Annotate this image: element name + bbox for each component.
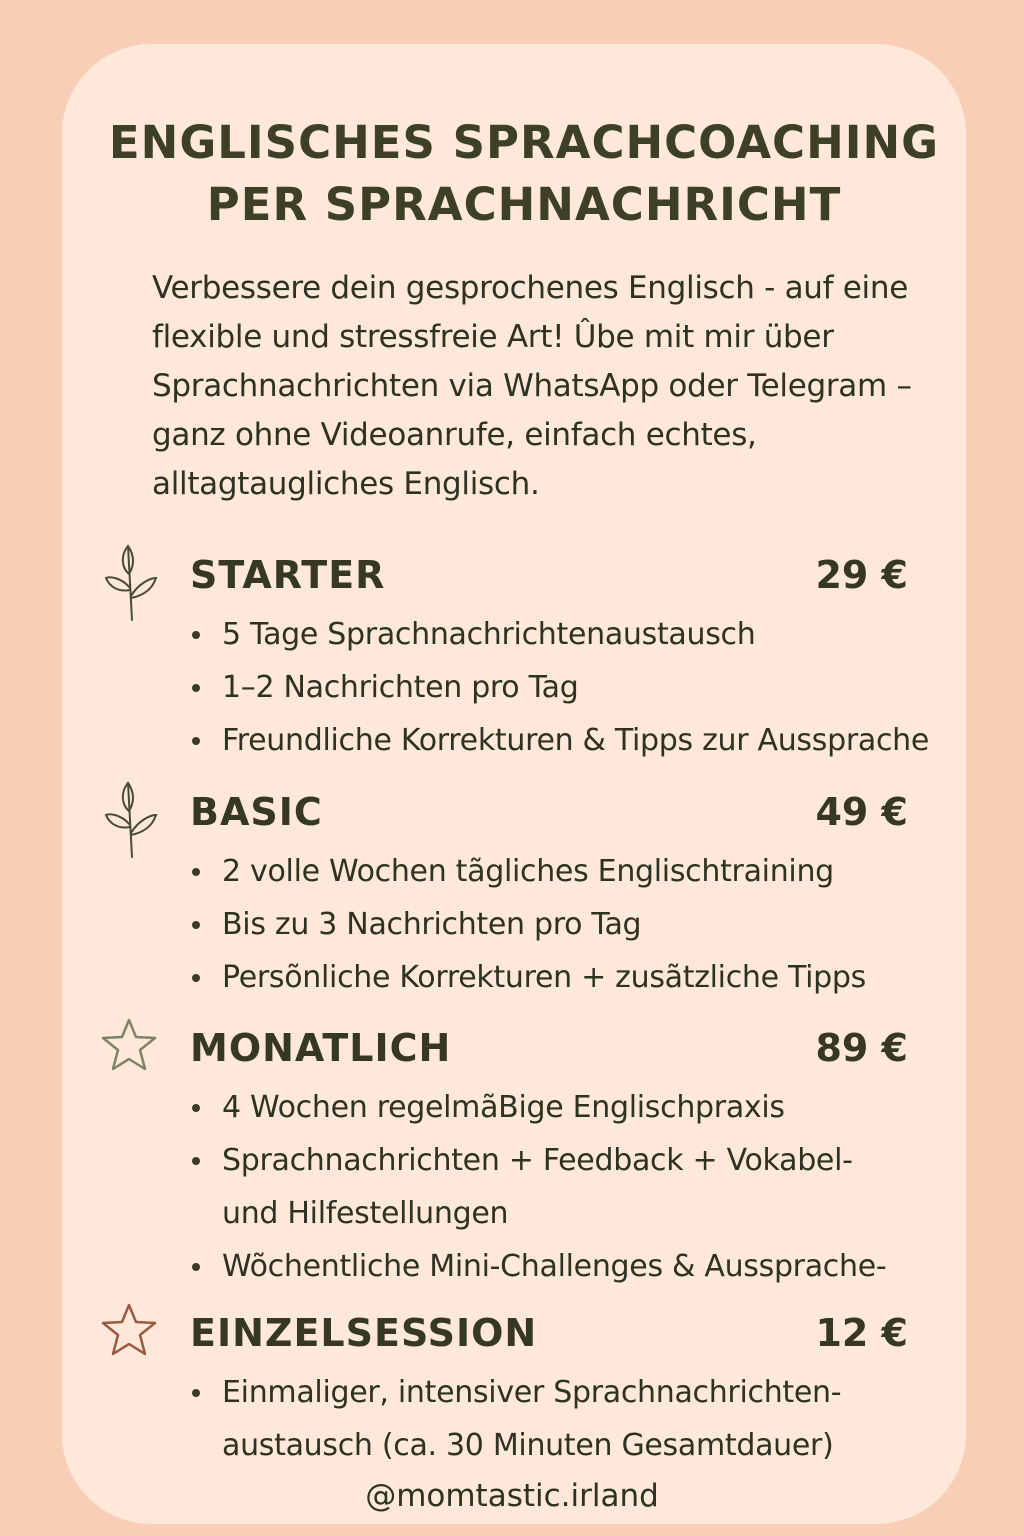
intro-line: alltagtaugliches Englisch. <box>152 466 540 502</box>
plan-price: 89 € <box>815 1026 908 1070</box>
title-line-1: ENGLISCHES SPRACHCOACHING <box>108 116 940 169</box>
feature-list <box>190 608 929 767</box>
list-item: Wõchentliche Mini-Challenges & Aussprache- <box>190 1240 886 1293</box>
page-title <box>62 112 986 236</box>
star-outline-icon <box>100 1017 158 1078</box>
intro-line: Verbessere dein gesprochenes Englisch - auf eine <box>152 270 908 306</box>
plan-name: MONATLICH <box>190 1026 452 1070</box>
leaf-sprig-icon <box>100 540 160 627</box>
intro-line: Sprachnachrichten via WhatsApp oder Telegram – <box>152 368 912 404</box>
feature-list <box>190 845 866 1004</box>
title-line-2: PER SPRACHNACHRICHT <box>206 178 842 231</box>
list-item: Bis zu 3 Nachrichten pro Tag <box>190 898 866 951</box>
plan-name: EINZELSESSION <box>190 1311 538 1355</box>
list-item: Einmaliger, intensiver Sprachnachrichten- austausch (ca. 30 Minuten Gesamtdauer) <box>190 1366 841 1472</box>
feature-list <box>190 1081 886 1293</box>
intro-text <box>152 264 942 509</box>
list-item: 2 volle Wochen tãgliches Englischtraining <box>190 845 866 898</box>
plan-name: STARTER <box>190 553 386 597</box>
social-handle: @momtastic.irland <box>365 1478 659 1514</box>
plan-name: BASIC <box>190 790 323 834</box>
star-outline-icon <box>100 1302 158 1363</box>
list-item: 5 Tage Sprachnachrichtenaustausch <box>190 608 929 661</box>
plan-price: 12 € <box>815 1311 908 1355</box>
list-item: Freundliche Korrekturen & Tipps zur Aussprache <box>190 714 929 767</box>
intro-line: flexible und stressfreie Art! Ûbe mit mir über <box>152 319 834 355</box>
list-item: Sprachnachrichten + Feedback + Vokabel- und Hilfestellungen <box>190 1134 886 1240</box>
leaf-sprig-icon <box>100 777 160 864</box>
feature-list <box>190 1366 841 1472</box>
intro-line: ganz ohne Videoanrufe, einfach echtes, <box>152 417 757 453</box>
list-item: 4 Wochen regelmãBige Englischpraxis <box>190 1081 886 1134</box>
plan-price: 29 € <box>815 553 908 597</box>
plan-price: 49 € <box>815 790 908 834</box>
list-item: 1–2 Nachrichten pro Tag <box>190 661 929 714</box>
list-item: Persõnliche Korrekturen + zusãtzliche Tipps <box>190 951 866 1004</box>
